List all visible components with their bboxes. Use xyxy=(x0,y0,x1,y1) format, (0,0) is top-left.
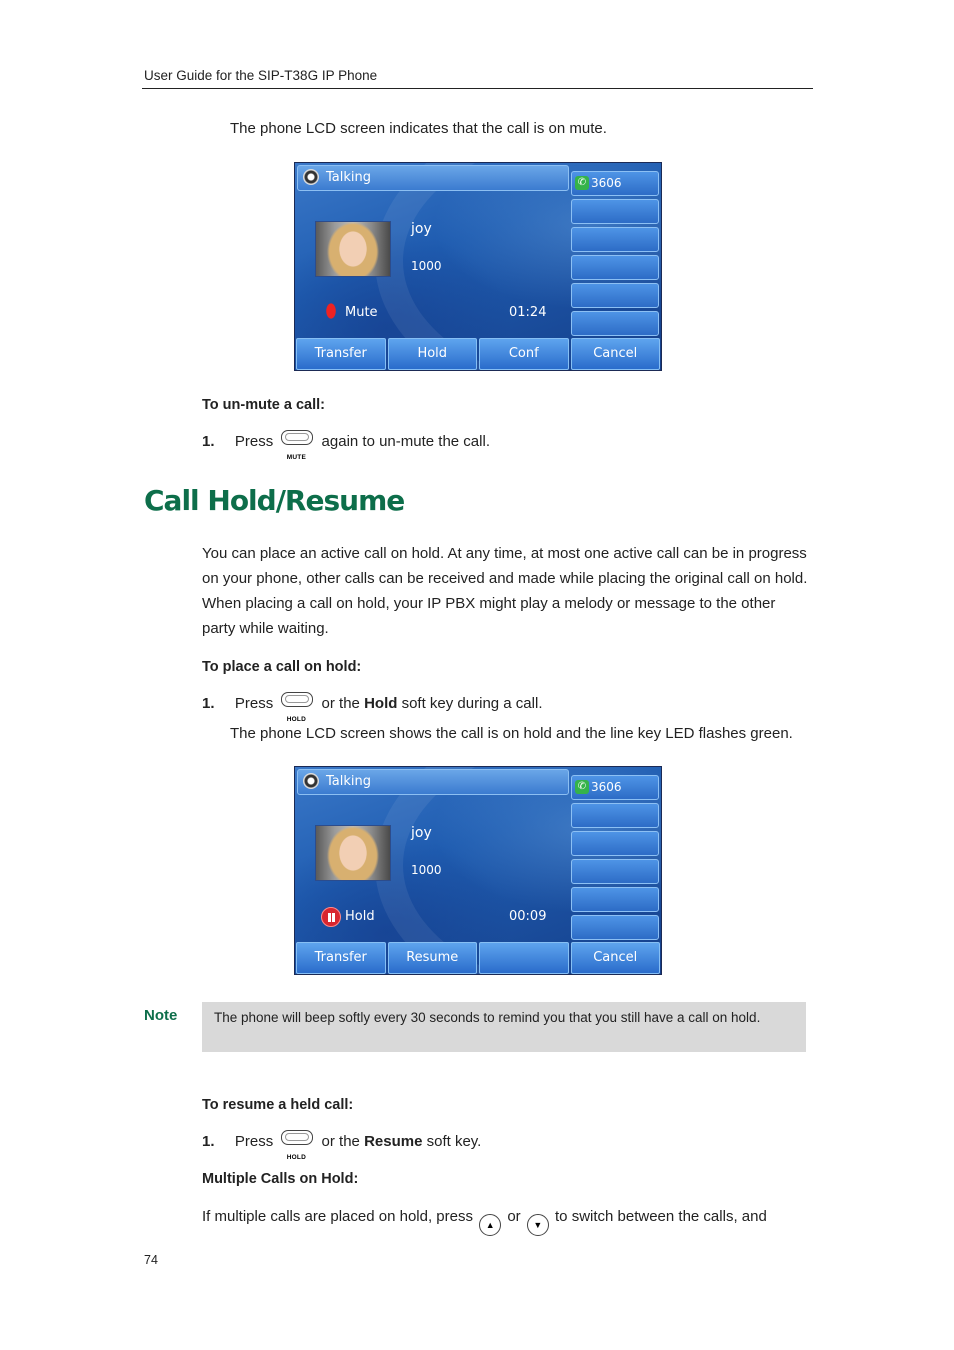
phone-icon: ✆ xyxy=(575,176,589,190)
line-key-5[interactable] xyxy=(571,887,659,912)
page-number: 74 xyxy=(144,1253,158,1267)
line-key-2[interactable] xyxy=(571,803,659,828)
line-key-5[interactable] xyxy=(571,283,659,308)
softkey-cancel[interactable]: Cancel xyxy=(571,338,661,370)
call-status: Mute xyxy=(345,305,378,320)
softkey-conf[interactable]: Conf xyxy=(479,338,569,370)
line-key-6[interactable] xyxy=(571,311,659,336)
contact-number: 1000 xyxy=(411,259,442,273)
line-keys xyxy=(571,775,659,943)
soft-keys xyxy=(295,338,661,370)
soft-keys xyxy=(295,942,661,974)
line-key-4[interactable] xyxy=(571,859,659,884)
running-header: User Guide for the SIP-T38G IP Phone xyxy=(144,68,378,83)
note-box: The phone will beep softly every 30 seconds to remind you that you still have a call on hold. xyxy=(202,1002,806,1052)
line-keys xyxy=(571,171,659,339)
line-key-3[interactable] xyxy=(571,831,659,856)
talking-icon xyxy=(303,773,319,789)
phone-screen-mute xyxy=(294,162,662,371)
phone-icon: ✆ xyxy=(575,780,589,794)
multiple-text: If multiple calls are placed on hold, press ▲ or ▼ to switch between the calls, and xyxy=(202,1204,767,1236)
screen-title: Talking xyxy=(326,774,371,789)
multiple-heading: Multiple Calls on Hold: xyxy=(202,1171,359,1187)
section-intro: You can place an active call on hold. At any time, at most one active call can be in progress on your phone, other calls can be received and made while placing the original call on hold. When placing a call on hold, your IP PBX might play a melody or message to the other party while waiting. xyxy=(202,545,808,637)
talking-icon xyxy=(303,169,319,185)
note-label: Note xyxy=(144,1007,178,1024)
place-hold-detail: The phone LCD screen shows the call is on hold and the line key LED flashes green. xyxy=(230,725,793,742)
line-key-6[interactable] xyxy=(571,915,659,940)
softkey-resume[interactable]: Resume xyxy=(388,942,478,974)
hold-key-icon: HOLD xyxy=(280,692,314,714)
hold-key-icon: HOLD xyxy=(280,1130,314,1152)
section-title: Call Hold/Resume xyxy=(144,484,405,517)
screen-title: Talking xyxy=(326,170,371,185)
softkey-transfer[interactable]: Transfer xyxy=(296,942,386,974)
softkey-cancel[interactable]: Cancel xyxy=(571,942,661,974)
call-status: Hold xyxy=(345,909,375,924)
place-hold-step: 1. Press HOLD or the Hold soft key during a call. xyxy=(202,691,542,716)
softkey-hold[interactable]: Hold xyxy=(388,338,478,370)
call-timer: 00:09 xyxy=(509,909,547,924)
place-hold-heading: To place a call on hold: xyxy=(202,659,362,675)
softkey-transfer[interactable]: Transfer xyxy=(296,338,386,370)
line-key-3[interactable] xyxy=(571,227,659,252)
mute-intro-text: The phone LCD screen indicates that the call is on mute. xyxy=(230,120,607,137)
line-key-4[interactable] xyxy=(571,255,659,280)
hold-pause-icon xyxy=(321,907,341,927)
contact-photo xyxy=(315,825,391,881)
call-timer: 01:24 xyxy=(509,305,547,320)
contact-name: joy xyxy=(411,825,432,841)
header-rule xyxy=(142,88,813,89)
screen-title-bar xyxy=(297,769,569,795)
contact-photo xyxy=(315,221,391,277)
contact-name: joy xyxy=(411,221,432,237)
mute-key-icon: MUTE xyxy=(280,430,314,452)
softkey-empty[interactable] xyxy=(479,942,569,974)
down-arrow-key-icon: ▼ xyxy=(527,1214,549,1236)
line-key-1[interactable]: ✆ 3606 xyxy=(571,171,659,196)
screen-title-bar xyxy=(297,165,569,191)
resume-heading: To resume a held call: xyxy=(202,1097,354,1113)
line-key-2[interactable] xyxy=(571,199,659,224)
resume-step: 1. Press HOLD or the Resume soft key. xyxy=(202,1129,481,1154)
phone-screen-hold xyxy=(294,766,662,975)
line-key-1[interactable]: ✆ 3606 xyxy=(571,775,659,800)
microphone-muted-icon xyxy=(321,303,341,323)
contact-number: 1000 xyxy=(411,863,442,877)
unmute-heading: To un-mute a call: xyxy=(202,397,325,413)
unmute-step: 1. Press MUTE again to un-mute the call. xyxy=(202,429,490,454)
up-arrow-key-icon: ▲ xyxy=(479,1214,501,1236)
